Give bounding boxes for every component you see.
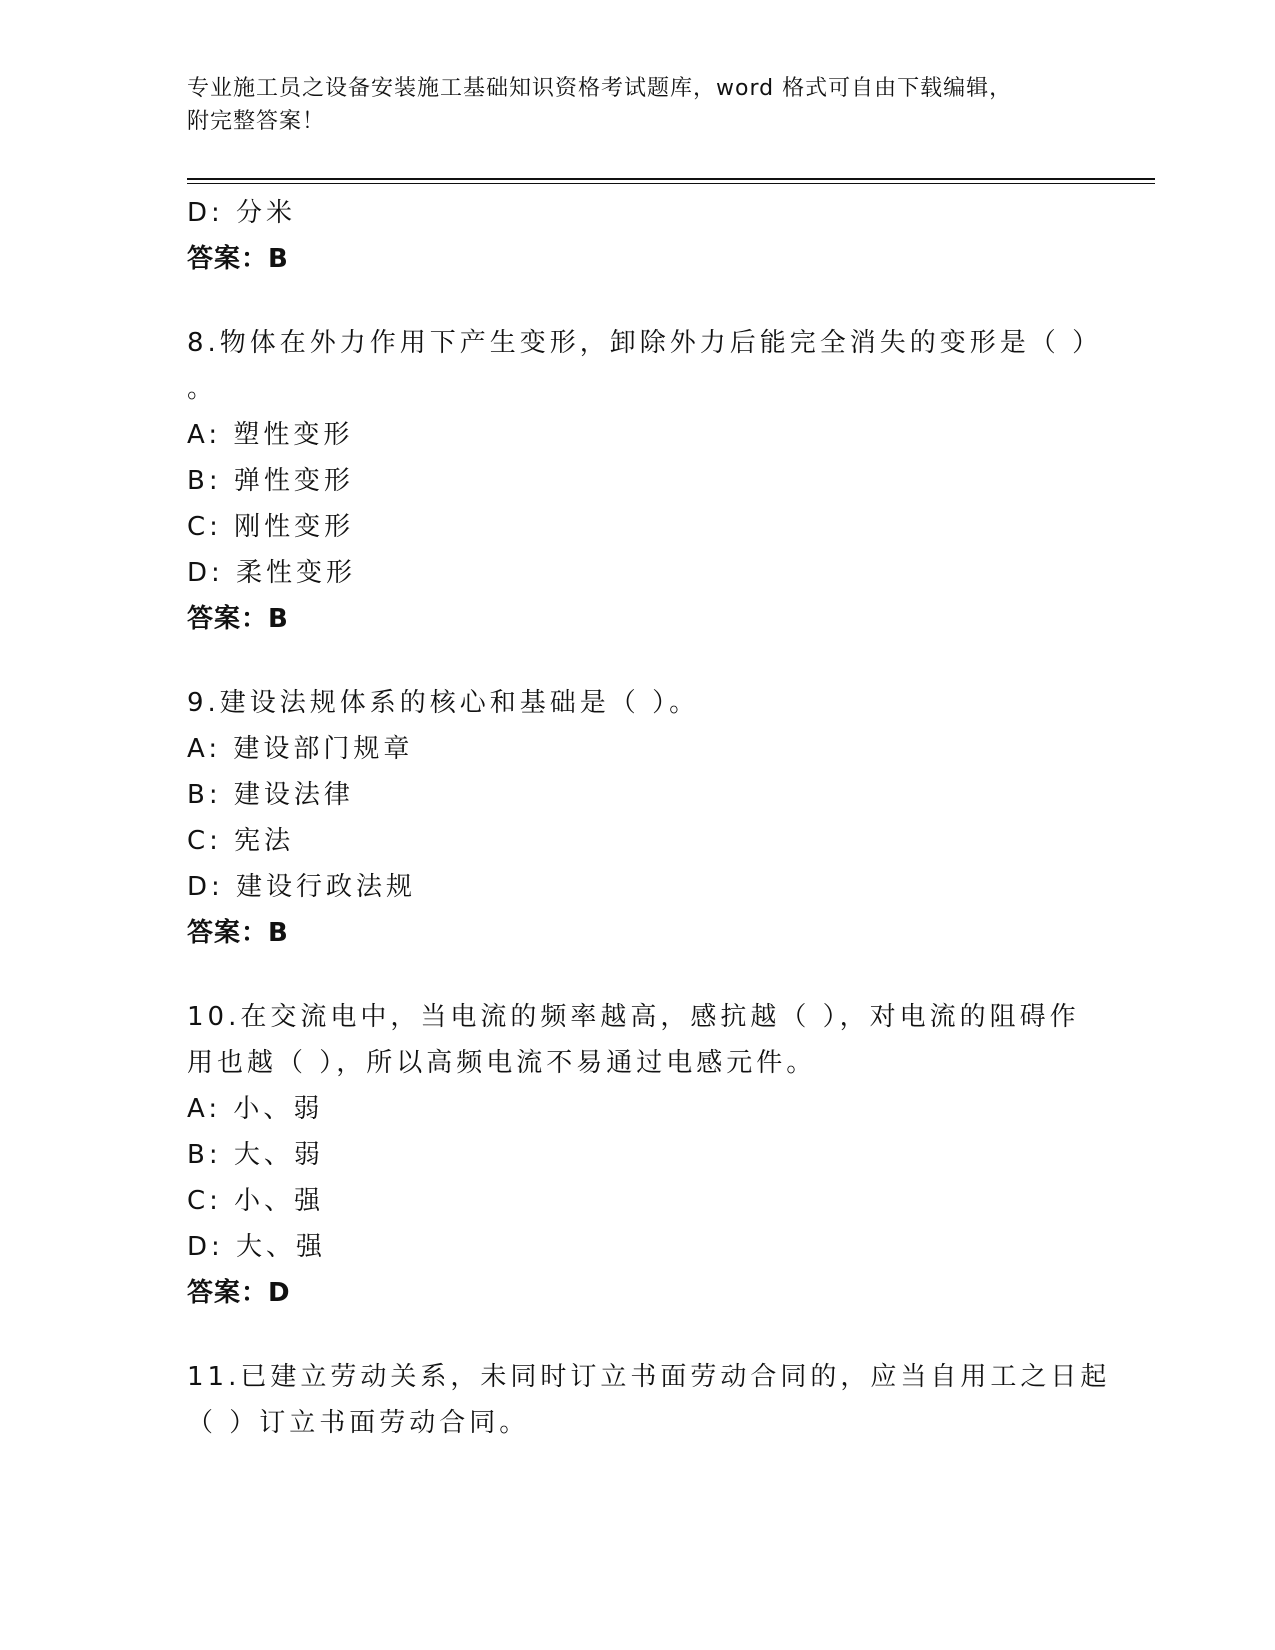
option-c: C: 宪法 — [187, 826, 295, 856]
option-d: D: 建设行政法规 — [187, 872, 417, 902]
question-9 — [187, 680, 1087, 956]
option-a: A: 小、弱 — [187, 1094, 324, 1124]
question-list — [187, 190, 1111, 1446]
answer-label: 答案：B — [187, 604, 289, 634]
question-text: 。 — [187, 374, 218, 404]
question-8 — [187, 320, 1103, 642]
question-10 — [187, 994, 1087, 1316]
previous-question-tail — [187, 190, 1087, 282]
question-11 — [187, 1354, 1111, 1446]
document-header — [187, 72, 1067, 138]
spacer — [187, 956, 1087, 994]
spacer — [187, 1316, 1087, 1354]
spacer — [187, 282, 1087, 320]
option-b: B: 大、弱 — [187, 1140, 324, 1170]
question-text: 8.物体在外力作用下产生变形，卸除外力后能完全消失的变形是（ ） — [187, 328, 1103, 358]
header-line-2: 附完整答案！ — [187, 109, 326, 134]
answer-label: 答案：D — [187, 1278, 291, 1308]
answer-label: 答案：B — [187, 918, 289, 948]
option-c: C: 刚性变形 — [187, 512, 355, 542]
option-c: C: 小、强 — [187, 1186, 325, 1216]
option-b: B: 弹性变形 — [187, 466, 354, 496]
question-text: 用也越（ ），所以高频电流不易通过电感元件。 — [187, 1048, 817, 1078]
question-text: 10.在交流电中，当电流的频率越高，感抗越（ ），对电流的阻碍作 — [187, 1002, 1080, 1032]
header-divider — [187, 178, 1155, 184]
option-a: A: 塑性变形 — [187, 420, 354, 450]
option-d: D: 大、强 — [187, 1232, 327, 1262]
option-d: D: 分米 — [187, 198, 297, 228]
question-text: 11.已建立劳动关系，未同时订立书面劳动合同的，应当自用工之日起 — [187, 1362, 1111, 1392]
option-a: A: 建设部门规章 — [187, 734, 414, 764]
question-text: （ ）订立书面劳动合同。 — [187, 1408, 530, 1438]
answer-label: 答案：B — [187, 244, 289, 274]
header-line-1: 专业施工员之设备安装施工基础知识资格考试题库，word 格式可自由下载编辑， — [187, 76, 1013, 101]
option-d: D: 柔性变形 — [187, 558, 357, 588]
option-b: B: 建设法律 — [187, 780, 354, 810]
question-text: 9.建设法规体系的核心和基础是（ ）。 — [187, 688, 700, 718]
spacer — [187, 642, 1087, 680]
